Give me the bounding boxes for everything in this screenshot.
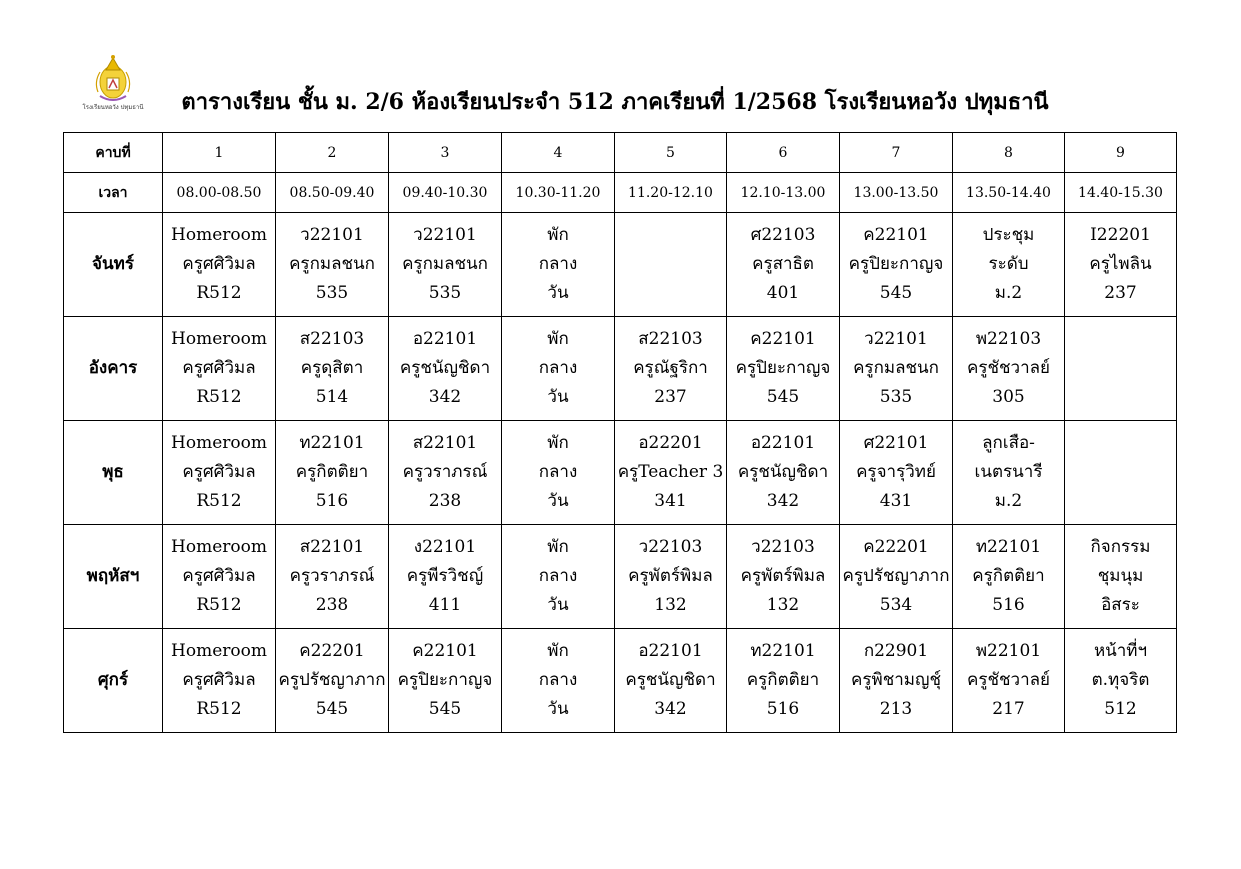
schedule-cell (502, 629, 615, 733)
room-number: 305 (992, 387, 1025, 407)
teacher-name: ครูTeacher 3 (617, 462, 724, 482)
teacher-name: ครูปรัชญาภาก (278, 670, 386, 690)
schedule-cell (276, 629, 389, 733)
teacher-name: ครูชนัญชิดา (625, 670, 716, 690)
teacher-name: ครูปิยะกาญจ (397, 670, 493, 690)
teacher-name: ครูศศิวิมล (182, 462, 256, 482)
subject-code: พัก (547, 537, 569, 557)
teacher-name: กลาง (538, 670, 578, 690)
period-time: 10.30-11.20 (502, 173, 615, 213)
subject-code: ประชุม (982, 225, 1035, 245)
period-time: 08.50-09.40 (276, 173, 389, 213)
teacher-name: ต.ทุจริต (1091, 670, 1150, 690)
schedule-cell (840, 421, 953, 525)
schedule-cell (840, 525, 953, 629)
subject-code: ท22101 (299, 433, 365, 453)
room-number: 535 (315, 283, 349, 303)
period-header-row (64, 133, 1177, 173)
room-number: 516 (766, 699, 800, 719)
subject-code: Homeroom (171, 537, 267, 557)
period-time: 08.00-08.50 (163, 173, 276, 213)
room-number: ม.2 (994, 283, 1023, 303)
period-label: คาบที่ (64, 133, 163, 173)
teacher-name: กลาง (538, 254, 578, 274)
schedule-cell (840, 317, 953, 421)
teacher-name: ครูชนัญชิดา (399, 358, 491, 378)
teacher-name: ครูพีรวิชญ์ (406, 566, 484, 586)
teacher-name: ครูศศิวิมล (182, 566, 256, 586)
schedule-cell (389, 317, 502, 421)
subject-code: I22201 (1090, 225, 1151, 245)
teacher-name: กลาง (538, 566, 578, 586)
schedule-cell (163, 629, 276, 733)
subject-code: ศ22103 (750, 225, 816, 245)
room-number: 534 (879, 595, 913, 615)
schedule-cell (727, 421, 840, 525)
room-number: 213 (879, 699, 913, 719)
subject-code: อ22201 (638, 433, 703, 453)
subject-code: ส22103 (299, 329, 365, 349)
schedule-cell (953, 421, 1065, 525)
teacher-name: ครูดุสิตา (300, 358, 364, 378)
schedule-cell (615, 317, 727, 421)
period-number: 2 (276, 133, 389, 173)
room-number: 545 (315, 699, 349, 719)
teacher-name: ครูศศิวิมล (182, 670, 256, 690)
room-number: วัน (547, 283, 569, 303)
schedule-cell (840, 629, 953, 733)
subject-code: อ22101 (638, 641, 703, 661)
room-number: ม.2 (994, 491, 1023, 511)
room-number: 342 (654, 699, 687, 719)
subject-code: Homeroom (171, 433, 267, 453)
subject-code: ส22101 (412, 433, 478, 453)
room-number: R512 (196, 699, 242, 719)
teacher-name: ระดับ (988, 254, 1029, 274)
time-label: เวลา (64, 173, 163, 213)
room-number: 516 (315, 491, 349, 511)
teacher-name: ครูกิตติยา (295, 462, 369, 482)
schedule-cell (727, 629, 840, 733)
schedule-cell (615, 421, 727, 525)
teacher-name: ครูกิตติยา (746, 670, 820, 690)
subject-code: ค22101 (750, 329, 816, 349)
period-number: 8 (953, 133, 1065, 173)
room-number: 238 (428, 491, 462, 511)
subject-code: ค22201 (299, 641, 365, 661)
teacher-name: ครูปิยะกาญจ (848, 254, 944, 274)
subject-code: พ22103 (975, 329, 1042, 349)
room-number: R512 (196, 283, 242, 303)
room-number: 514 (315, 387, 349, 407)
schedule-cell (389, 629, 502, 733)
room-number: 132 (766, 595, 800, 615)
subject-code: พัก (547, 329, 569, 349)
schedule-cell (615, 525, 727, 629)
teacher-name: ครูสาธิต (752, 254, 814, 274)
subject-code: ว22101 (300, 225, 364, 245)
subject-code: ลูกเสือ- (982, 433, 1035, 453)
room-number: 237 (654, 387, 687, 407)
room-number: 401 (766, 283, 800, 303)
room-number: 132 (654, 595, 687, 615)
room-number: วัน (547, 699, 569, 719)
schedule-cell (163, 213, 276, 317)
schedule-cell (840, 213, 953, 317)
subject-code: ท22101 (750, 641, 816, 661)
day-row (64, 525, 1177, 629)
period-number: 4 (502, 133, 615, 173)
schedule-cell (502, 213, 615, 317)
subject-code: พ22101 (975, 641, 1042, 661)
room-number: R512 (196, 387, 242, 407)
schedule-cell (615, 213, 727, 317)
room-number: R512 (196, 491, 242, 511)
room-number: วัน (547, 491, 569, 511)
day-label: ศุกร์ (64, 629, 163, 733)
subject-code: Homeroom (171, 225, 267, 245)
room-number: 237 (1104, 283, 1137, 303)
period-number: 7 (840, 133, 953, 173)
period-number: 6 (727, 133, 840, 173)
schedule-cell (163, 317, 276, 421)
period-number: 3 (389, 133, 502, 173)
timetable (63, 132, 1177, 733)
schedule-cell (389, 213, 502, 317)
teacher-name: ครูไพลิน (1089, 254, 1152, 274)
svg-text:โรงเรียนหอวัง ปทุมธานี: โรงเรียนหอวัง ปทุมธานี (82, 104, 144, 111)
schedule-cell (1065, 629, 1177, 733)
subject-code: ค22101 (412, 641, 478, 661)
teacher-name: ครูณัฐริกา (633, 358, 708, 378)
teacher-name: ครูจารุวิทย์ (856, 462, 936, 482)
room-number: 535 (428, 283, 462, 303)
room-number: 217 (992, 699, 1025, 719)
day-row (64, 213, 1177, 317)
room-number: R512 (196, 595, 242, 615)
room-number: 512 (1104, 699, 1137, 719)
subject-code: อ22101 (412, 329, 478, 349)
subject-code: ส22103 (638, 329, 703, 349)
teacher-name: ครูพัตร์พิมล (628, 566, 713, 586)
room-number: 535 (879, 387, 913, 407)
subject-code: ง22101 (413, 537, 477, 557)
teacher-name: ครูกมลชนก (289, 254, 375, 274)
teacher-name: ครูชนัญชิดา (737, 462, 829, 482)
room-number: 545 (879, 283, 913, 303)
subject-code: อ22101 (750, 433, 816, 453)
teacher-name: ครูพัตร์พิมล (740, 566, 826, 586)
room-number: วัน (547, 595, 569, 615)
teacher-name: ครูปรัชญาภาก (842, 566, 950, 586)
schedule-cell (1065, 213, 1177, 317)
subject-code: ว22101 (864, 329, 928, 349)
day-row (64, 629, 1177, 733)
schedule-cell (163, 421, 276, 525)
room-number: 238 (315, 595, 349, 615)
period-time: 13.00-13.50 (840, 173, 953, 213)
period-number: 9 (1065, 133, 1177, 173)
room-number: วัน (547, 387, 569, 407)
schedule-cell (1065, 317, 1177, 421)
subject-code: ค22101 (863, 225, 929, 245)
period-time: 11.20-12.10 (615, 173, 727, 213)
day-label: อังคาร (64, 317, 163, 421)
schedule-cell (276, 213, 389, 317)
schedule-cell (953, 317, 1065, 421)
room-number: 545 (428, 699, 462, 719)
day-row (64, 421, 1177, 525)
schedule-cell (163, 525, 276, 629)
teacher-name: ชุมนุม (1097, 566, 1144, 586)
schedule-cell (389, 525, 502, 629)
period-number: 1 (163, 133, 276, 173)
subject-code: ว22101 (413, 225, 477, 245)
subject-code: Homeroom (171, 641, 267, 661)
subject-code: ว22103 (638, 537, 703, 557)
teacher-name: ครูกมลชนก (402, 254, 488, 274)
schedule-cell (727, 525, 840, 629)
subject-code: พัก (547, 225, 569, 245)
room-number: 341 (654, 491, 687, 511)
schedule-cell (727, 213, 840, 317)
schedule-cell (953, 525, 1065, 629)
school-logo (80, 52, 146, 112)
schedule-cell (502, 421, 615, 525)
subject-code: Homeroom (171, 329, 267, 349)
period-time: 13.50-14.40 (953, 173, 1065, 213)
subject-code: ศ22101 (863, 433, 929, 453)
room-number: 411 (428, 595, 462, 615)
teacher-name: ครูวราภรณ์ (289, 566, 375, 586)
subject-code: ส22101 (299, 537, 365, 557)
schedule-cell (953, 629, 1065, 733)
schedule-cell (276, 525, 389, 629)
schedule-cell (953, 213, 1065, 317)
subject-code: ก22901 (863, 641, 929, 661)
schedule-cell (276, 421, 389, 525)
subject-code: พัก (547, 641, 569, 661)
schedule-cell (502, 317, 615, 421)
period-time: 12.10-13.00 (727, 173, 840, 213)
room-number: 545 (766, 387, 800, 407)
day-label: จันทร์ (64, 213, 163, 317)
teacher-name: ครูศศิวิมล (182, 358, 256, 378)
schedule-cell (502, 525, 615, 629)
schedule-cell (1065, 525, 1177, 629)
room-number: 342 (428, 387, 462, 407)
schedule-cell (1065, 421, 1177, 525)
room-number: 516 (992, 595, 1025, 615)
teacher-name: กลาง (538, 358, 578, 378)
subject-code: กิจกรรม (1090, 537, 1151, 557)
period-time: 14.40-15.30 (1065, 173, 1177, 213)
day-row (64, 317, 1177, 421)
period-time: 09.40-10.30 (389, 173, 502, 213)
subject-code: ว22103 (751, 537, 815, 557)
time-header-row (64, 173, 1177, 213)
teacher-name: กลาง (538, 462, 578, 482)
page-title: ตารางเรียน ชั้น ม. 2/6 ห้องเรียนประจำ 512 ภาคเรียนที่ 1/2568 โรงเรียนหอวัง ปทุมธานี (181, 89, 1049, 115)
schedule-cell (276, 317, 389, 421)
day-label: พฤหัสฯ (64, 525, 163, 629)
teacher-name: ครูกมลชนก (853, 358, 939, 378)
schedule-cell (615, 629, 727, 733)
period-number: 5 (615, 133, 727, 173)
room-number: 431 (879, 491, 913, 511)
teacher-name: ครูพิชามญชุ์ (850, 670, 942, 690)
subject-code: หน้าที่ฯ (1093, 641, 1148, 661)
teacher-name: ครูวราภรณ์ (402, 462, 488, 482)
room-number: อิสระ (1101, 595, 1140, 615)
teacher-name: เนตรนารี (974, 462, 1043, 482)
day-label: พุธ (64, 421, 163, 525)
subject-code: ค22201 (863, 537, 929, 557)
schedule-cell (727, 317, 840, 421)
subject-code: พัก (547, 433, 569, 453)
room-number: 342 (766, 491, 800, 511)
teacher-name: ครูศศิวิมล (182, 254, 256, 274)
teacher-name: ครูชัชวาลย์ (966, 670, 1051, 690)
teacher-name: ครูกิตติยา (972, 566, 1045, 586)
teacher-name: ครูปิยะกาญจ (735, 358, 831, 378)
subject-code: ท22101 (975, 537, 1042, 557)
teacher-name: ครูชัชวาลย์ (966, 358, 1051, 378)
schedule-cell (389, 421, 502, 525)
